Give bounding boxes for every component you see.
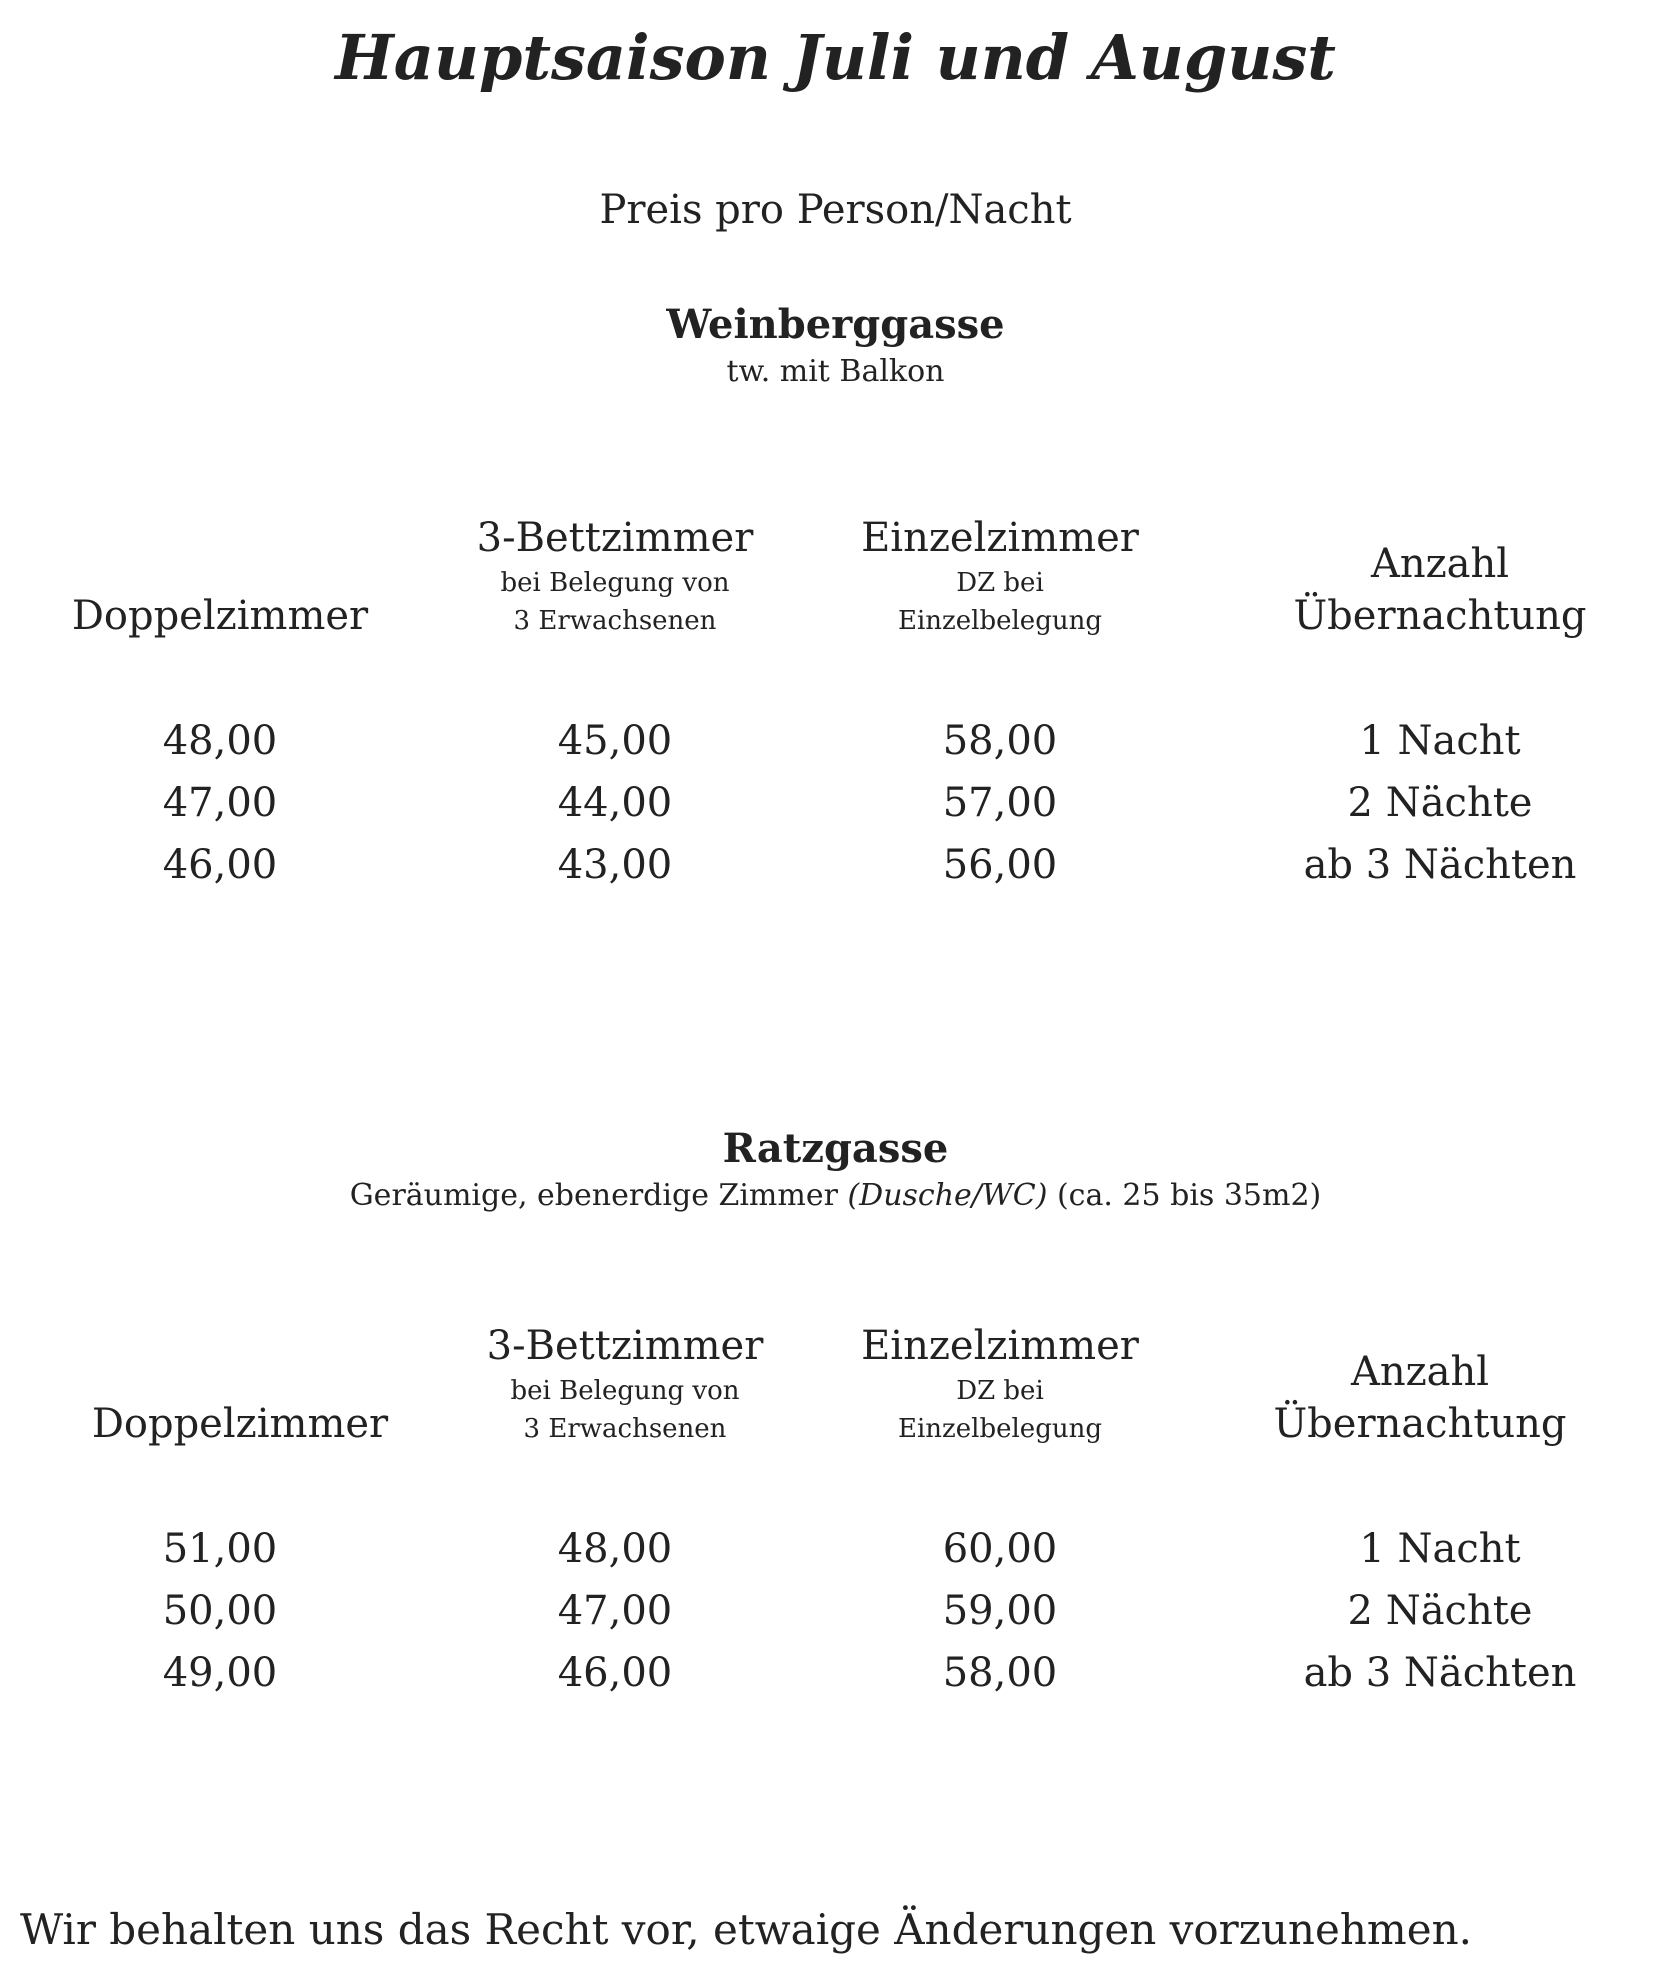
header-doppelzimmer-label: Doppelzimmer xyxy=(71,593,369,639)
header-doppelzimmer-label: Doppelzimmer xyxy=(91,1401,389,1447)
header-einzelzimmer-label: Einzelzimmer xyxy=(861,1323,1139,1369)
header-einzelzimmer-label: Einzelzimmer xyxy=(861,515,1139,561)
header-anzahl-label: Anzahl xyxy=(1350,1349,1490,1395)
nights-cell: ab 3 Nächten xyxy=(1303,842,1577,888)
header-3-bettzimmer-sub2: 3 Erwachsenen xyxy=(513,606,717,636)
nights-cell: 1 Nacht xyxy=(1359,1526,1521,1572)
price-cell: 43,00 xyxy=(557,842,673,888)
section-title-ratzgasse: Ratzgasse xyxy=(722,1125,949,1172)
header-uebernachtung-label: Übernachtung xyxy=(1293,593,1587,639)
header-3-bettzimmer-sub1: bei Belegung von xyxy=(500,568,730,598)
header-einzelzimmer xyxy=(820,1320,1180,1448)
header-3-bettzimmer-sub1: bei Belegung von xyxy=(510,1376,740,1406)
header-3-bettzimmer-label: 3-Bettzimmer xyxy=(486,1323,764,1369)
price-cell: 59,00 xyxy=(942,1588,1058,1634)
page-subtitle: Preis pro Person/Nacht xyxy=(599,187,1072,233)
price-cell: 57,00 xyxy=(942,780,1058,826)
price-cell: 47,00 xyxy=(557,1588,673,1634)
description-text-end: (ca. 25 bis 35m2) xyxy=(1047,1178,1322,1213)
price-cell: 44,00 xyxy=(557,780,673,826)
header-einzelzimmer-sub2: Einzelbelegung xyxy=(898,1414,1102,1444)
description-italic: (Dusche/WC) xyxy=(847,1178,1048,1213)
price-cell: 50,00 xyxy=(162,1588,278,1634)
section-title-weinberggasse: Weinberggasse xyxy=(666,301,1005,348)
header-3-bettzimmer-label: 3-Bettzimmer xyxy=(476,515,754,561)
nights-cell: ab 3 Nächten xyxy=(1303,1650,1577,1696)
nights-cell: 2 Nächte xyxy=(1347,1588,1533,1634)
header-doppelzimmer xyxy=(60,1398,420,1450)
header-3-bettzimmer xyxy=(435,512,795,640)
nights-cell: 1 Nacht xyxy=(1359,718,1521,764)
header-einzelzimmer-sub2: Einzelbelegung xyxy=(898,606,1102,636)
price-cell: 45,00 xyxy=(557,718,673,764)
price-cell: 48,00 xyxy=(162,718,278,764)
header-anzahl-uebernachtung xyxy=(1260,538,1620,642)
header-doppelzimmer xyxy=(40,590,400,642)
page-title: Hauptsaison Juli und August xyxy=(335,21,1336,94)
price-cell: 60,00 xyxy=(942,1526,1058,1572)
header-3-bettzimmer xyxy=(445,1320,805,1448)
header-anzahl-label: Anzahl xyxy=(1370,541,1510,587)
header-einzelzimmer-sub1: DZ bei xyxy=(956,568,1044,598)
description-text: Geräumige, ebenerdige Zimmer xyxy=(349,1178,848,1213)
section-description-ratzgasse xyxy=(0,1176,1671,1216)
price-cell: 47,00 xyxy=(162,780,278,826)
header-3-bettzimmer-sub2: 3 Erwachsenen xyxy=(523,1414,727,1444)
price-cell: 49,00 xyxy=(162,1650,278,1696)
header-uebernachtung-label: Übernachtung xyxy=(1273,1401,1567,1447)
section-description-weinberggasse: tw. mit Balkon xyxy=(726,354,945,389)
nights-cell: 2 Nächte xyxy=(1347,780,1533,826)
header-einzelzimmer xyxy=(820,512,1180,640)
price-cell: 51,00 xyxy=(162,1526,278,1572)
price-cell: 58,00 xyxy=(942,1650,1058,1696)
header-anzahl-uebernachtung xyxy=(1240,1346,1600,1450)
price-cell: 46,00 xyxy=(557,1650,673,1696)
price-cell: 58,00 xyxy=(942,718,1058,764)
price-cell: 48,00 xyxy=(557,1526,673,1572)
header-einzelzimmer-sub1: DZ bei xyxy=(956,1376,1044,1406)
footer-note: Wir behalten uns das Recht vor, etwaige Änderungen vorzunehmen. xyxy=(20,1905,1472,1954)
price-cell: 46,00 xyxy=(162,842,278,888)
price-cell: 56,00 xyxy=(942,842,1058,888)
